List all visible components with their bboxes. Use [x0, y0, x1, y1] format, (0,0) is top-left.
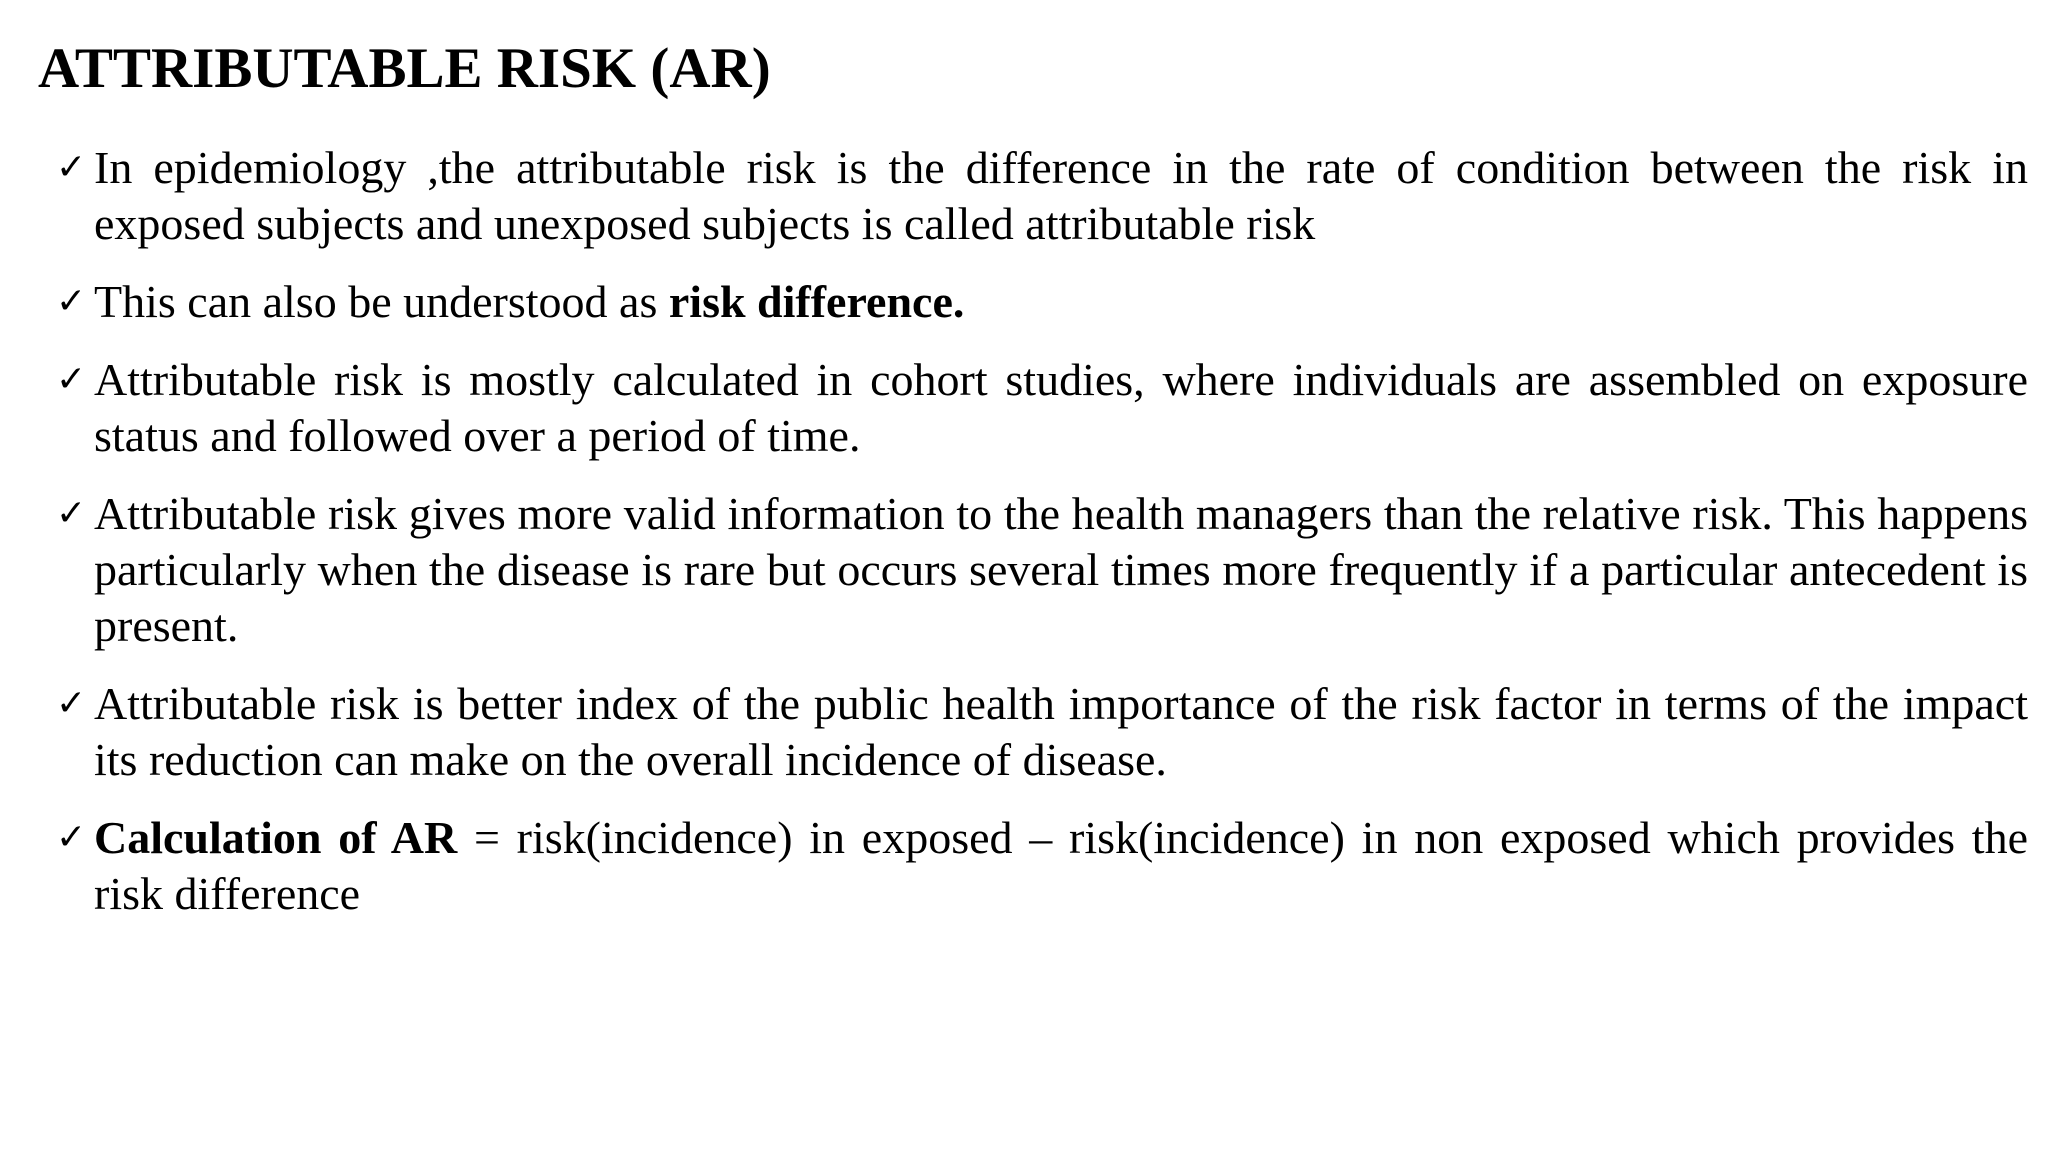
slide-title: ATTRIBUTABLE RISK (AR) — [38, 37, 771, 100]
check-mark-icon: ✓ — [56, 817, 87, 858]
check-mark-icon: ✓ — [56, 281, 87, 322]
bullet-text: Attributable risk is better index of the public health importance of the risk factor in terms of the impact its reduction can make on the overall incidence of disease. — [94, 678, 2028, 785]
bullet-list — [56, 140, 2028, 944]
bullet-bold-text: Calculation of AR — [94, 812, 458, 863]
bullet-public-health — [56, 676, 2028, 788]
bullet-definition — [56, 140, 2028, 252]
bullet-health-managers — [56, 486, 2028, 654]
bullet-text: Attributable risk gives more valid information to the health managers than the relative risk. This happens particularly when the disease is rare but occurs several times more frequently if a particular antecedent is present. — [94, 488, 2028, 651]
check-mark-icon: ✓ — [56, 359, 87, 400]
bullet-text: In epidemiology ,the attributable risk is the difference in the rate of condition between the risk in exposed subjects and unexposed subjects is called attributable risk — [94, 142, 2028, 249]
bullet-text: Attributable risk is mostly calculated in cohort studies, where individuals are assembled on exposure status and followed over a period of time. — [94, 354, 2028, 461]
bullet-text: = risk(incidence) in exposed – risk(incidence) in non exposed which provides the risk difference — [94, 812, 2028, 919]
check-mark-icon: ✓ — [56, 147, 87, 188]
bullet-calculation — [56, 810, 2028, 922]
bullet-bold-text: risk difference. — [668, 276, 965, 327]
bullet-cohort-studies — [56, 352, 2028, 464]
bullet-risk-difference — [56, 274, 2028, 330]
check-mark-icon: ✓ — [56, 493, 87, 534]
bullet-text: This can also be understood as — [94, 276, 669, 327]
check-mark-icon: ✓ — [56, 683, 87, 724]
